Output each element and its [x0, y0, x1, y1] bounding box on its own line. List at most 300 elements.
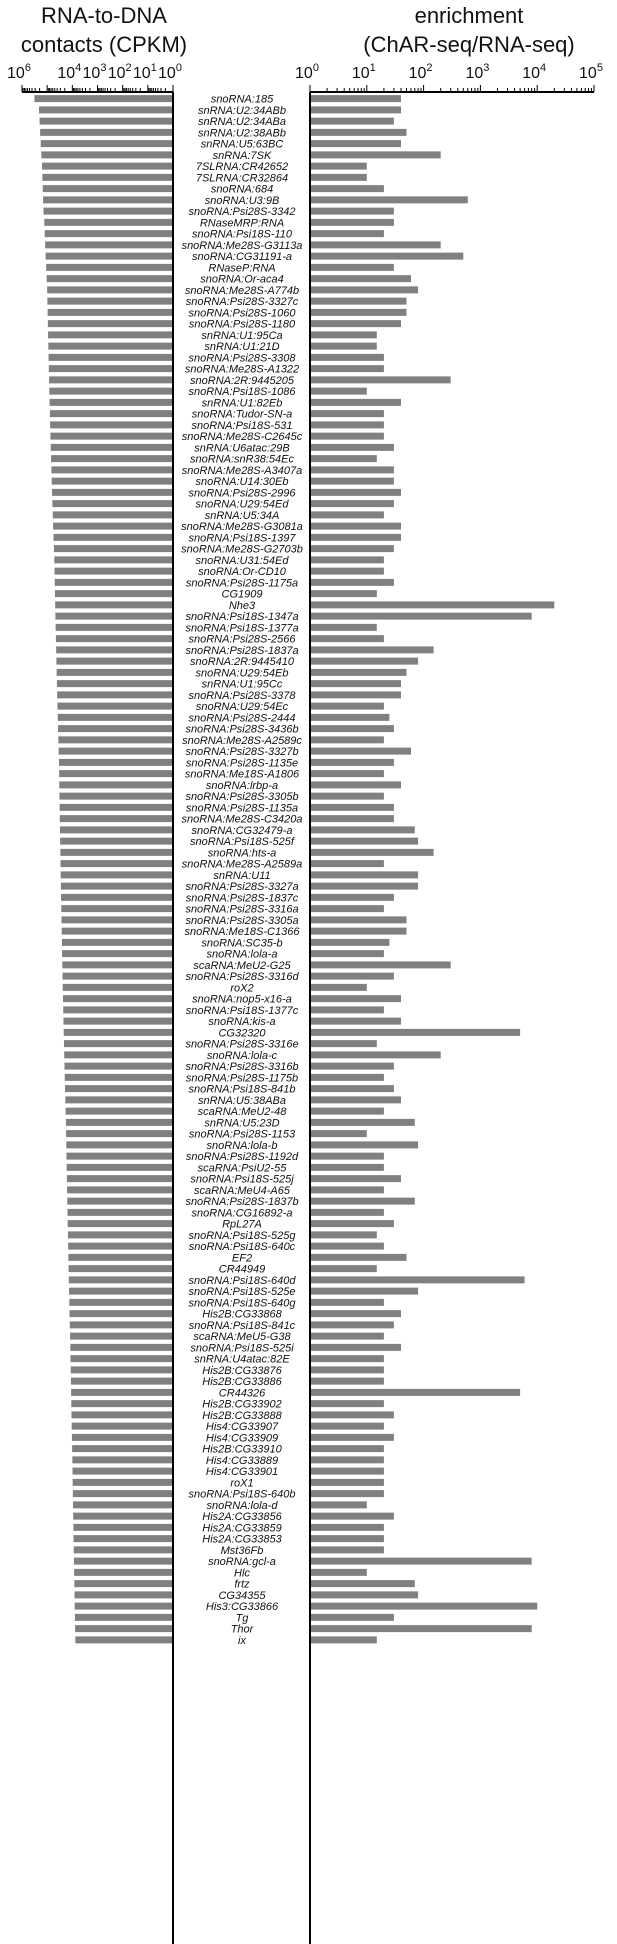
left-bar [53, 523, 172, 530]
left-bar [62, 961, 172, 968]
row-label: snRNA:U2:34ABa [197, 116, 287, 129]
right-bar [311, 635, 384, 642]
row-label: snRNA:U5:38ABa [197, 1094, 287, 1107]
row-label: snoRNA:Psi18S-525e [188, 1286, 296, 1299]
left-tick-label: $10^1$ [132, 62, 157, 82]
right-bar [311, 1445, 384, 1452]
row-label: snoRNA:Psi18S-640d [188, 1274, 296, 1287]
left-bar [66, 1153, 172, 1160]
row-label: scaRNA:MeU4-A65 [194, 1184, 290, 1197]
row-label: snRNA:U1:95Ca [201, 329, 283, 342]
right-bar [311, 1085, 394, 1092]
right-bar [311, 1186, 384, 1193]
right-bar [311, 928, 407, 935]
row-label: snoRNA:Psi28S-3436b [185, 723, 299, 736]
right-bar [311, 590, 377, 597]
left-bar [63, 995, 172, 1002]
left-bar [73, 1513, 172, 1520]
left-bar [68, 1254, 172, 1261]
row-label: snoRNA:Me28S-A2589c [182, 734, 302, 747]
left-bar [63, 1006, 172, 1013]
right-bar [311, 286, 418, 293]
row-label: snoRNA:Me28S-A2589a [181, 858, 303, 871]
right-bar [311, 1231, 377, 1238]
right-bar [311, 1310, 401, 1317]
row-label: His4:CG33889 [205, 1454, 279, 1467]
left-bar [59, 770, 172, 777]
row-label: snoRNA:2R:9445410 [190, 656, 294, 669]
left-bar [60, 849, 172, 856]
left-bar [70, 1344, 172, 1351]
row-label: roX2 [230, 982, 254, 995]
left-bar [63, 984, 172, 991]
row-label: snoRNA:Psi28S-3342 [188, 206, 296, 219]
row-label: ix [238, 1634, 246, 1647]
left-title [21, 3, 187, 57]
row-label: snoRNA:Psi28S-1135a [185, 802, 299, 815]
right-bar [311, 781, 401, 788]
right-bar [311, 1479, 384, 1486]
right-bar [311, 1603, 537, 1610]
right-bar [311, 455, 377, 462]
row-label: snoRNA:CG31191-a [191, 251, 293, 264]
right-bar [311, 1276, 525, 1283]
right-tick-label: $10^0$ [295, 62, 319, 82]
right-bar [311, 1254, 407, 1261]
left-bar [73, 1490, 172, 1497]
left-tick-label: $10^0$ [158, 62, 182, 82]
left-bar [66, 1108, 172, 1115]
left-bar [59, 759, 172, 766]
right-bar [311, 1096, 401, 1103]
right-bar [311, 1490, 384, 1497]
right-bar [311, 230, 384, 237]
left-bar [40, 118, 172, 125]
right-title [363, 3, 575, 57]
row-label: snoRNA:Psi18S-110 [191, 228, 293, 241]
right-tick-label: $10^1$ [351, 62, 376, 82]
left-bar [54, 545, 172, 552]
row-label: snoRNA:U29:54Ed [195, 498, 289, 511]
left-bar [57, 680, 172, 687]
left-bar [52, 478, 172, 485]
left-bar [60, 804, 172, 811]
left-bar [69, 1276, 172, 1283]
right-bar [311, 1299, 384, 1306]
right-bar [311, 770, 384, 777]
left-title-line-1: RNA-to-DNA [41, 3, 167, 28]
right-bar [311, 320, 401, 327]
right-bar [311, 1164, 384, 1171]
left-bar [74, 1535, 172, 1542]
left-bar [47, 298, 172, 305]
right-bar [311, 1434, 394, 1441]
row-label: snRNA:U5:34A [204, 509, 280, 522]
row-label: His4:CG33909 [205, 1432, 279, 1445]
right-bar [311, 1569, 367, 1576]
right-bar [311, 523, 401, 530]
left-bar [56, 658, 172, 665]
left-bar [41, 151, 172, 158]
row-label: snoRNA:Psi28S-1153 [188, 1128, 296, 1141]
row-label: His2A:CG33856 [202, 1511, 282, 1524]
row-label: snoRNA:snR38:54Ec [190, 453, 294, 466]
left-bar [49, 354, 172, 361]
row-label: snoRNA:Psi28S-3378 [188, 689, 296, 702]
row-label: snRNA:U5:23D [204, 1117, 280, 1130]
left-bar [59, 781, 172, 788]
row-label: snRNA:U6atac:29B [194, 442, 290, 455]
row-label: Tg [235, 1612, 249, 1625]
right-bar [311, 613, 532, 620]
row-label: His2B:CG33886 [202, 1376, 282, 1389]
right-bar [311, 916, 407, 923]
row-label: snoRNA:U3:9B [204, 194, 280, 207]
right-bar [311, 1456, 384, 1463]
left-bar [67, 1175, 172, 1182]
right-title-line-1: enrichment [414, 3, 524, 28]
left-bar [72, 1456, 172, 1463]
right-bar [311, 883, 418, 890]
left-bar [60, 838, 172, 845]
row-label: CG34355 [218, 1589, 266, 1602]
left-bar [67, 1198, 172, 1205]
row-label: snoRNA:Psi18S-531 [191, 419, 293, 432]
right-bar [311, 1130, 367, 1137]
right-bar [311, 1389, 520, 1396]
left-bar [46, 253, 172, 260]
row-label: snoRNA:Psi28S-1837a [185, 644, 299, 657]
right-bar [311, 601, 554, 608]
right-bar [311, 1063, 394, 1070]
left-bar [70, 1333, 172, 1340]
right-bar [311, 151, 441, 158]
left-bar [43, 185, 172, 192]
left-bars [34, 95, 172, 1643]
row-label: snoRNA:Me28S-G3081a [181, 521, 303, 534]
right-tick-label: $10^4$ [522, 62, 547, 82]
left-bar [72, 1445, 172, 1452]
row-label: snRNA:U11 [213, 869, 271, 882]
left-bar [67, 1186, 172, 1193]
left-bar [40, 129, 172, 136]
right-bar [311, 545, 394, 552]
left-bar [67, 1209, 172, 1216]
right-bar [311, 1513, 394, 1520]
row-label: snoRNA:SC35-b [201, 937, 283, 950]
left-bar [48, 331, 172, 338]
right-bar [311, 1209, 384, 1216]
row-label: frtz [234, 1578, 250, 1591]
row-labels [181, 94, 303, 1647]
right-bar [311, 1175, 401, 1182]
row-label: snoRNA:U31:54Ed [195, 554, 289, 567]
row-label: snoRNA:U29:54Ec [195, 701, 289, 714]
right-bar [311, 1535, 384, 1542]
row-label: snoRNA:Psi28S-3316d [185, 971, 299, 984]
left-bar [42, 163, 172, 170]
left-bar [60, 826, 172, 833]
right-bar [311, 140, 401, 147]
row-label: snRNA:U4atac:82E [194, 1353, 290, 1366]
right-bar [311, 736, 384, 743]
row-label: snoRNA:lola-b [206, 1139, 278, 1152]
left-bar [43, 208, 172, 215]
right-bar [311, 748, 411, 755]
left-bar [75, 1614, 172, 1621]
right-bar [311, 365, 384, 372]
row-label: snRNA:U5:63BC [200, 138, 284, 151]
left-bar [48, 320, 172, 327]
left-bar [65, 1085, 172, 1092]
row-label: snoRNA:Psi28S-2566 [188, 633, 296, 646]
right-bar [311, 1580, 415, 1587]
left-bar [54, 556, 172, 563]
row-label: snoRNA:Psi28S-3308 [188, 352, 296, 365]
right-bar [311, 208, 394, 215]
left-bar [70, 1321, 172, 1328]
left-bar [59, 793, 172, 800]
left-bar [57, 703, 172, 710]
right-bar [311, 421, 384, 428]
row-label: scaRNA:PsiU2-55 [197, 1162, 287, 1175]
row-label: Hlc [234, 1567, 250, 1580]
right-bar [311, 500, 394, 507]
row-label: His2A:CG33859 [202, 1522, 282, 1535]
row-label: snoRNA:Psi28S-1837b [185, 1196, 299, 1209]
left-bar [61, 860, 172, 867]
row-label: snoRNA:Me18S-A1806 [184, 768, 300, 781]
row-label: snoRNA:U14:30Eb [195, 476, 289, 489]
right-bar [311, 264, 394, 271]
row-label: snoRNA:Psi18S-841c [188, 1319, 296, 1332]
left-bar [75, 1591, 172, 1598]
left-bar [63, 973, 172, 980]
row-label: EF2 [231, 1252, 253, 1265]
left-tick-label: $10^4$ [57, 62, 82, 82]
row-label: snoRNA:Psi28S-3327a [185, 881, 299, 894]
right-bar [311, 1074, 384, 1081]
right-bar [311, 106, 401, 113]
right-bar [311, 388, 367, 395]
right-bar [311, 1119, 415, 1126]
left-bar [45, 230, 172, 237]
right-bar [311, 1355, 384, 1362]
left-bar [59, 748, 172, 755]
right-bar [311, 714, 389, 721]
left-bar [63, 1018, 172, 1025]
row-label: snoRNA:Psi28S-1175b [185, 1072, 299, 1085]
row-label: snoRNA:Psi28S-3316a [185, 903, 299, 916]
right-bar [311, 275, 411, 282]
row-label: snoRNA:lola-d [206, 1499, 278, 1512]
right-bar [311, 568, 384, 575]
left-bar [69, 1299, 172, 1306]
right-bar [311, 1040, 377, 1047]
right-bar [311, 1153, 384, 1160]
right-bar [311, 849, 434, 856]
row-label: snoRNA:lola-c [206, 1049, 278, 1062]
right-bar [311, 1636, 377, 1643]
right-bar [311, 1468, 384, 1475]
right-bar [311, 298, 407, 305]
right-bar [311, 759, 394, 766]
right-bar [311, 129, 407, 136]
row-label: snoRNA:Psi18S-640c [188, 1241, 296, 1254]
right-bar [311, 1378, 384, 1385]
right-bar [311, 793, 384, 800]
row-label: CG1909 [221, 588, 263, 601]
left-bar [45, 241, 172, 248]
right-bar [311, 1558, 532, 1565]
row-label: snoRNA:Psi18S-640b [188, 1488, 296, 1501]
right-bar [311, 838, 418, 845]
row-label: snRNA:U2:34ABb [197, 104, 287, 117]
row-label: RpL27A [222, 1218, 262, 1231]
left-bar [34, 95, 172, 102]
right-bar [311, 579, 394, 586]
left-bar [71, 1389, 172, 1396]
row-label: snoRNA:U29:54Eb [195, 667, 289, 680]
row-label: snoRNA:Me18S-C1366 [184, 926, 300, 939]
row-label: snoRNA:Psi18S-1377a [185, 622, 299, 635]
row-label: snoRNA:Psi28S-2444 [188, 712, 296, 725]
right-bar [311, 804, 394, 811]
left-bar [58, 714, 172, 721]
row-label: 7SLRNA:CR32864 [195, 172, 289, 185]
left-bar [39, 106, 172, 113]
row-label: His2B:CG33876 [202, 1364, 282, 1377]
left-bar [65, 1074, 172, 1081]
left-bar [42, 174, 172, 181]
right-bar [311, 1018, 401, 1025]
row-label: His4:CG33901 [205, 1466, 279, 1479]
right-bar [311, 219, 394, 226]
right-bar [311, 703, 384, 710]
right-bar [311, 1006, 384, 1013]
left-bar [51, 444, 172, 451]
right-bar [311, 95, 401, 102]
right-bar [311, 1243, 384, 1250]
left-bar [74, 1558, 172, 1565]
right-bar [311, 1029, 520, 1036]
left-bar [50, 433, 172, 440]
row-label: snoRNA:Psi28S-3305a [185, 914, 299, 927]
row-label: His2A:CG33853 [202, 1533, 282, 1546]
row-label: snoRNA:Psi28S-1192d [185, 1151, 299, 1164]
left-bar [66, 1119, 172, 1126]
left-bar [71, 1400, 172, 1407]
right-bar [311, 815, 394, 822]
left-bar [53, 511, 172, 518]
right-bar [311, 1265, 377, 1272]
row-label: snoRNA:Tudor-SN-a [191, 408, 293, 421]
left-bar [49, 376, 172, 383]
right-bar [311, 1423, 384, 1430]
left-bar [49, 365, 172, 372]
right-bar [311, 118, 394, 125]
row-label: snRNA:7SK [212, 149, 272, 162]
left-bar [48, 343, 172, 350]
left-bar [68, 1220, 172, 1227]
left-bar [51, 455, 172, 462]
row-label: snoRNA:lola-a [206, 948, 278, 961]
row-label: snoRNA:Psi18S-1347a [185, 611, 299, 624]
right-bar [311, 1411, 394, 1418]
right-bar [311, 1366, 384, 1373]
row-label: snRNA:U1:95Cc [201, 678, 283, 691]
right-bar [311, 354, 384, 361]
right-bar [311, 826, 415, 833]
left-bar [74, 1569, 172, 1576]
right-bar [311, 241, 441, 248]
row-label: snoRNA:Psi28S-1180 [188, 318, 296, 331]
right-bar [311, 1344, 401, 1351]
right-bar [311, 1198, 415, 1205]
left-bar [55, 601, 172, 608]
left-bar [72, 1468, 172, 1475]
row-label: RNaseMRP:RNA [199, 217, 285, 230]
row-label: RNaseP:RNA [208, 262, 276, 275]
row-label: snoRNA:Psi18S-1377c [185, 1004, 299, 1017]
left-bar [62, 928, 172, 935]
left-bar [52, 489, 172, 496]
right-bar [311, 489, 401, 496]
right-bar [311, 556, 384, 563]
left-bar [69, 1288, 172, 1295]
left-bar [66, 1141, 172, 1148]
right-bar [311, 399, 401, 406]
left-bar [66, 1130, 172, 1137]
row-label: snRNA:U2:38ABb [197, 127, 287, 140]
row-label: snoRNA:hts-a [207, 847, 277, 860]
right-bar [311, 253, 463, 260]
left-bar [56, 624, 172, 631]
right-bar [311, 174, 367, 181]
left-bar [57, 691, 172, 698]
left-bar [52, 500, 172, 507]
left-bar [55, 590, 172, 597]
left-bar [61, 916, 172, 923]
row-label: snoRNA:Me28S-G2703b [181, 543, 303, 556]
row-label: snoRNA:Me28S-C3420a [181, 813, 303, 826]
row-label: snoRNA:Psi28S-3305b [185, 791, 299, 804]
row-label: snoRNA:CG16892-a [191, 1207, 293, 1220]
right-bar [311, 1524, 384, 1531]
row-label: snoRNA:Me28S-A3407a [181, 464, 303, 477]
row-label: snoRNA:kis-a [208, 1016, 276, 1029]
right-bar [311, 478, 394, 485]
right-bar [311, 1321, 394, 1328]
row-label: snoRNA:Psi18S-640g [188, 1297, 296, 1310]
right-bar [311, 309, 407, 316]
right-bar [311, 680, 401, 687]
left-bar [75, 1625, 172, 1632]
left-bar [60, 815, 172, 822]
right-bar [311, 984, 367, 991]
left-bar [67, 1164, 172, 1171]
row-label: 7SLRNA:CR42652 [195, 161, 289, 174]
row-label: Mst36Fb [220, 1544, 264, 1557]
row-label: snoRNA:Psi28S-1837c [185, 892, 299, 905]
right-bar [311, 961, 451, 968]
row-label: roX1 [230, 1477, 254, 1490]
row-label: Nhe3 [228, 599, 256, 612]
left-bar [61, 871, 172, 878]
row-label: snoRNA:Psi28S-3316e [185, 1038, 299, 1051]
left-bar [61, 905, 172, 912]
left-bar [71, 1366, 172, 1373]
